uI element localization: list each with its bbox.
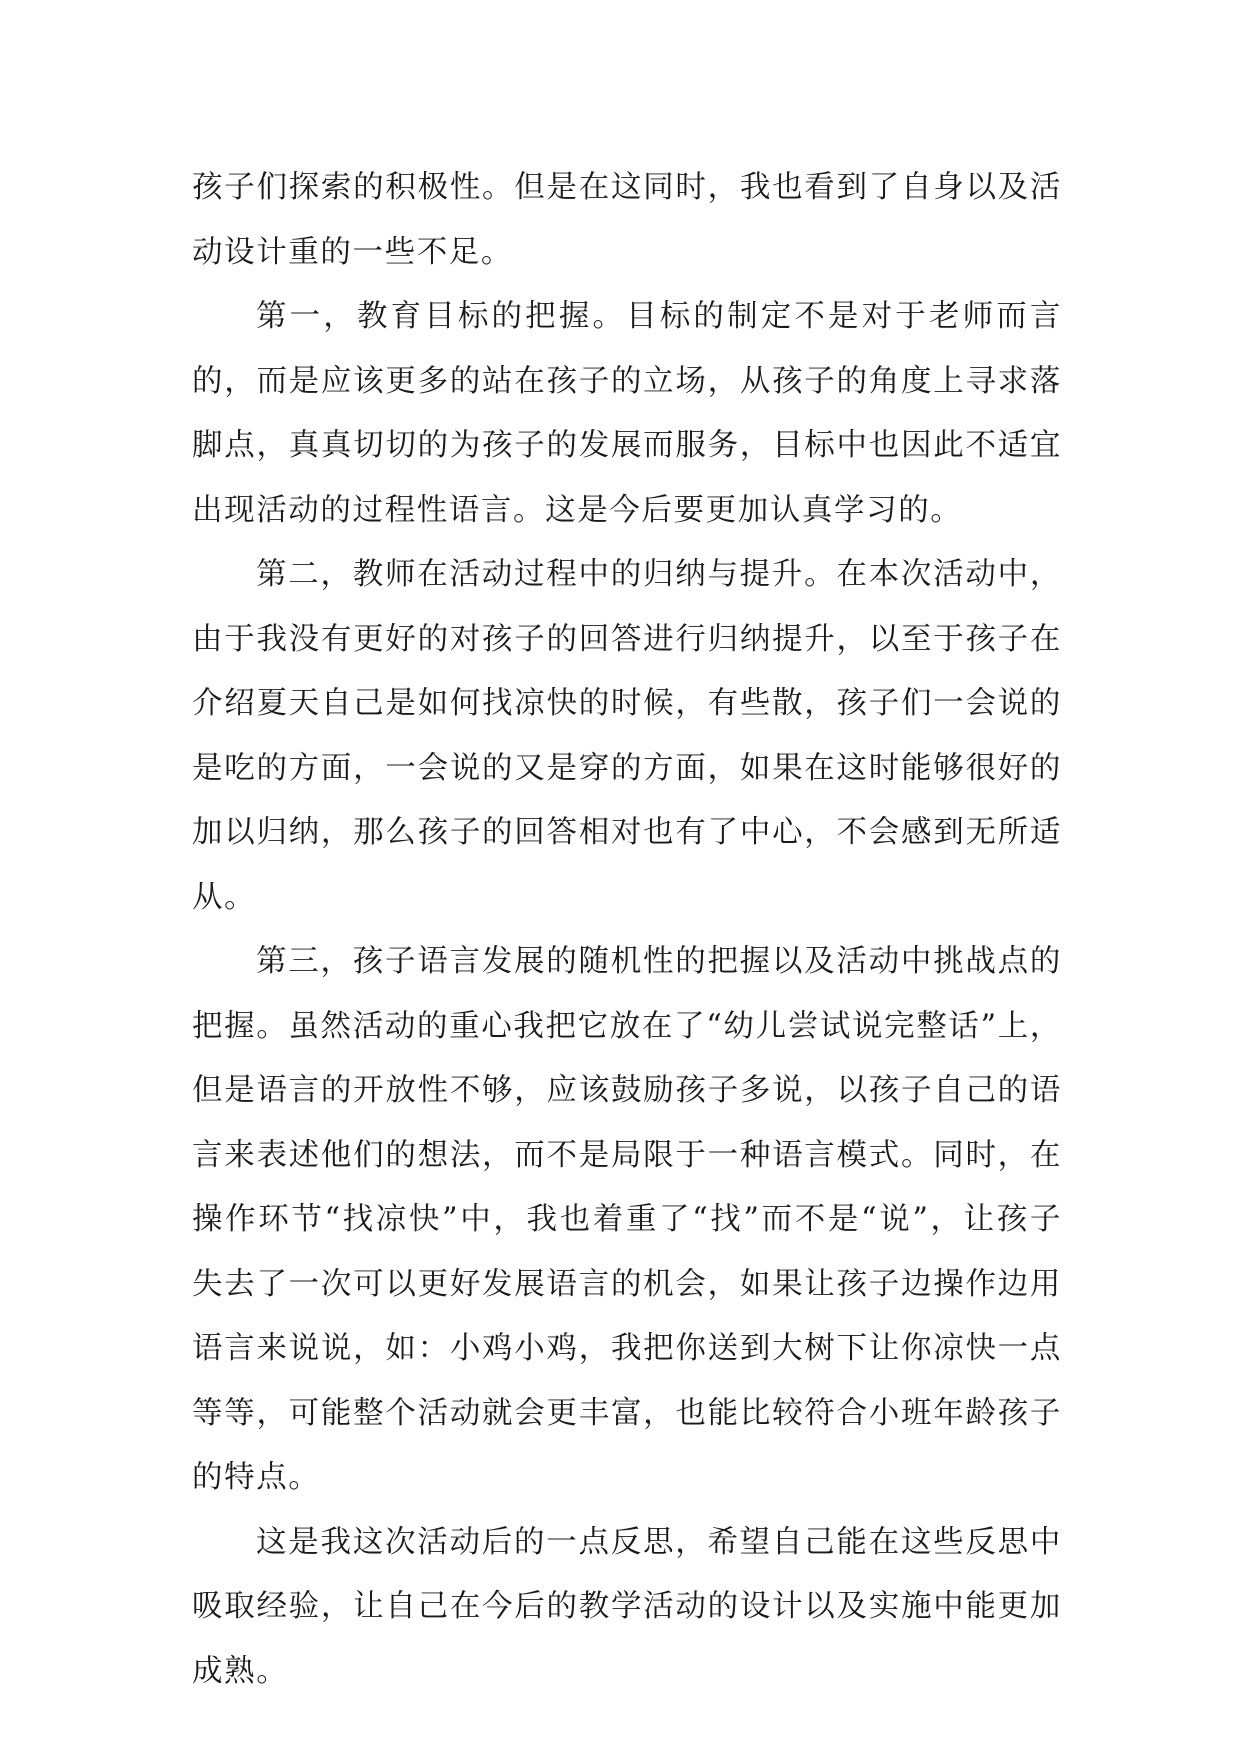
paragraph-3: 第二，教师在活动过程中的归纳与提升。在本次活动中，由于我没有更好的对孩子的回答进行归纳提升，以至于孩子在介绍夏天自己是如何找凉快的时候，有些散，孩子们一会说的是吃的方面，一会说的又是穿的方面，如果在这时能够很好的加以归纳，那么孩子的回答相对也有了中心，不会感到无所适从。 bbox=[192, 557, 1062, 915]
paragraph-1: 孩子们探索的积极性。但是在这同时，我也看到了自身以及活动设计重的一些不足。 bbox=[192, 170, 1062, 270]
paragraph-4: 第三，孩子语言发展的随机性的把握以及活动中挑战点的把握。虽然活动的重心我把它放在了“幼儿尝试说完整话”上，但是语言的开放性不够，应该鼓励孩子多说，以孩子自己的语言来表述他们的想法，而不是局限于一种语言模式。同时，在操作环节“找凉快”中，我也着重了“找”而不是“说”，让孩子失去了一次可以更好发展语言的机会，如果让孩子边操作边用语言来说说，如：小鸡小鸡，我把你送到大树下让你凉快一点等等，可能整个活动就会更丰富，也能比较符合小班年龄孩子的特点。 bbox=[192, 944, 1062, 1495]
document-body bbox=[192, 156, 1062, 1704]
paragraph-5: 这是我这次活动后的一点反思，希望自己能在这些反思中吸取经验，让自己在今后的教学活动的设计以及实施中能更加成熟。 bbox=[192, 1524, 1062, 1689]
paragraph-2: 第一，教育目标的把握。目标的制定不是对于老师而言的，而是应该更多的站在孩子的立场，从孩子的角度上寻求落脚点，真真切切的为孩子的发展而服务，目标中也因此不适宜出现活动的过程性语言。这是今后要更加认真学习的。 bbox=[192, 299, 1062, 528]
